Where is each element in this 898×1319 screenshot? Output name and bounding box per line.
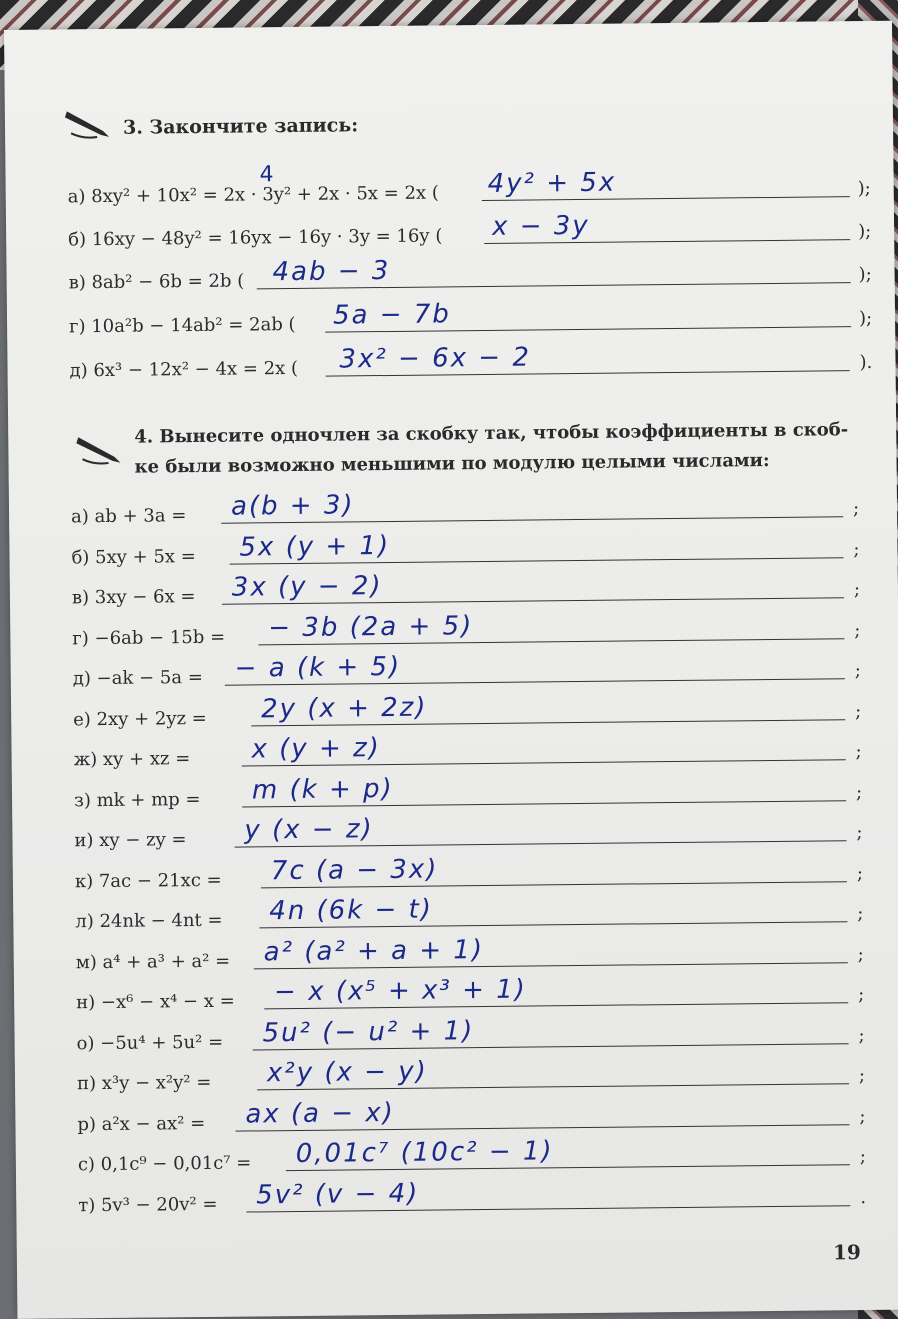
handwritten-answer: − 3b (2a + 5) xyxy=(268,610,474,643)
handwritten-answer: a(b + 3) xyxy=(230,490,355,522)
s3-row-e xyxy=(69,342,879,387)
s4-row xyxy=(73,653,883,695)
s4-row xyxy=(71,491,881,533)
page-number: 19 xyxy=(832,1240,861,1265)
pencil-icon xyxy=(74,431,126,468)
handwritten-answer: 4n (6k − t) xyxy=(269,894,434,927)
s4-end: ; xyxy=(856,862,864,884)
s4-row xyxy=(75,855,885,897)
handwritten-answer: − a (k + 5) xyxy=(234,651,402,684)
s4-end: ; xyxy=(855,781,863,803)
handwritten-answer: y (x − z) xyxy=(244,814,374,846)
s4-label: о) −5u⁴ + 5u² = xyxy=(76,1031,224,1054)
handwritten-answer: 5a − 7b xyxy=(332,299,452,331)
s4-row xyxy=(73,734,883,776)
handwritten-answer: 4y² + 5x xyxy=(487,167,617,199)
handwritten-answer: m (k + p) xyxy=(251,773,394,805)
s4-end: ; xyxy=(857,943,864,965)
s4-end: ; xyxy=(852,498,860,520)
handwritten-answer: x²y (x − y) xyxy=(266,1056,428,1089)
s4-end: ; xyxy=(858,1024,865,1046)
s4-end: ; xyxy=(858,984,865,1006)
s4-label: е) 2xy + 2yz = xyxy=(73,707,207,730)
s3-end: ); xyxy=(857,177,871,200)
s4-row xyxy=(71,531,881,573)
handwritten-answer: 3x² − 6x − 2 xyxy=(339,342,532,375)
s4-label: м) a⁴ + a³ + a² = xyxy=(75,950,231,973)
s4-row xyxy=(74,815,884,857)
s4-row xyxy=(75,896,885,938)
handwritten-answer: 5x (y + 1) xyxy=(239,530,391,563)
handwritten-overwrite: 4 xyxy=(259,162,276,188)
s4-row xyxy=(72,572,882,614)
s4-label: л) 24nk − 4nt = xyxy=(75,909,223,933)
s4-row xyxy=(77,1136,888,1181)
handwritten-answer: 0,01c⁷ (10c² − 1) xyxy=(295,1136,554,1170)
s4-label: ж) xy + xz = xyxy=(73,748,191,771)
s4-label: д) −ak − 5a = xyxy=(72,666,203,690)
s3-end: ); xyxy=(858,307,873,330)
s4-row xyxy=(77,1058,887,1100)
s4-end: . xyxy=(860,1186,867,1208)
s4-label: т) 5v³ − 20v² = xyxy=(78,1193,218,1216)
handwritten-answer: 7c (a − 3x) xyxy=(270,853,439,886)
handwritten-answer: 3x (y − 2) xyxy=(231,571,383,603)
handwritten-answer: 5v² (v − 4) xyxy=(256,1178,420,1210)
s4-end: ; xyxy=(855,700,862,722)
s4-end: ; xyxy=(856,822,863,844)
s3-row-a xyxy=(67,162,878,213)
section-4-title-line1: 4. Вынесите одночлен за скобку так, чтобы коэффициенты в скоб- xyxy=(134,419,849,448)
s4-end: ; xyxy=(857,903,864,925)
s4-label: г) −6ab − 15b = xyxy=(72,626,226,649)
s4-label: и) xy − zy = xyxy=(74,829,187,852)
s4-label: в) 3xy − 6x = xyxy=(71,586,196,609)
s4-row xyxy=(76,1017,886,1059)
s4-label: п) x³y − x²y² = xyxy=(76,1071,212,1095)
s3-row-c xyxy=(68,257,878,299)
s3-label: в) 8ab² − 6b = 2b ( xyxy=(68,270,245,294)
s4-label: а) ab + 3a = xyxy=(70,505,187,528)
handwritten-answer: 2y (x + 2z) xyxy=(260,692,428,724)
s4-row xyxy=(74,774,884,816)
s4-label: з) mk + mp = xyxy=(73,788,201,811)
s3-label: б) 16xy − 48y² = 16yx − 16y · 3y = 16y ( xyxy=(68,225,443,251)
s4-row xyxy=(76,974,886,1019)
section-4-title-line2: ке были возможно меньшими по модулю целыми числами: xyxy=(134,450,770,478)
s4-end: ; xyxy=(855,741,862,763)
handwritten-answer: 5u² (− u² + 1) xyxy=(262,1015,475,1048)
s4-end: ; xyxy=(853,579,861,601)
s4-row xyxy=(73,693,883,735)
s4-row xyxy=(76,936,886,978)
section-3-title: 3. Закончите запись: xyxy=(122,114,359,139)
s3-row-b xyxy=(68,210,878,256)
handwritten-answer: 4ab − 3 xyxy=(272,255,391,288)
s4-row xyxy=(78,1179,888,1221)
s3-label: г) 10a²b − 14ab² = 2ab ( xyxy=(69,313,296,338)
s3-end: ); xyxy=(858,220,872,243)
s4-end: ; xyxy=(853,538,860,560)
s4-label: с) 0,1c⁹ − 0,01c⁷ = xyxy=(77,1152,252,1176)
s4-label: р) a²x − ax² = xyxy=(77,1112,206,1135)
handwritten-answer: a² (a² + a + 1) xyxy=(263,934,485,967)
workbook-page xyxy=(4,21,898,1319)
s4-row xyxy=(77,1098,887,1140)
handwritten-answer: ax (a − x) xyxy=(245,1097,396,1130)
s3-label: д) 6x³ − 12x² − 4x = 2x ( xyxy=(69,357,299,382)
s4-row xyxy=(72,612,882,654)
s4-label: н) −x⁶ − x⁴ − x = xyxy=(76,990,235,1014)
s4-end: ; xyxy=(854,660,861,682)
handwritten-answer: x − 3y xyxy=(491,210,590,242)
s3-label: а) 8xy² + 10x² = 2x · 3y² + 2x · 5x = 2x ( xyxy=(67,182,440,208)
s3-end: ). xyxy=(859,351,873,374)
handwritten-answer: x (y + z) xyxy=(251,733,381,765)
s4-label: б) 5xy + 5x = xyxy=(71,545,196,568)
s3-end: ); xyxy=(858,263,872,286)
s4-end: ; xyxy=(858,1065,866,1087)
s3-row-d xyxy=(69,301,879,343)
pencil-icon xyxy=(63,105,115,142)
s4-end: ; xyxy=(854,619,861,641)
s4-label: к) 7ac − 21xc = xyxy=(74,869,222,892)
s4-end: ; xyxy=(859,1105,866,1127)
handwritten-answer: − x (x⁵ + x³ + 1) xyxy=(273,974,528,1008)
s4-end: ; xyxy=(859,1146,867,1168)
